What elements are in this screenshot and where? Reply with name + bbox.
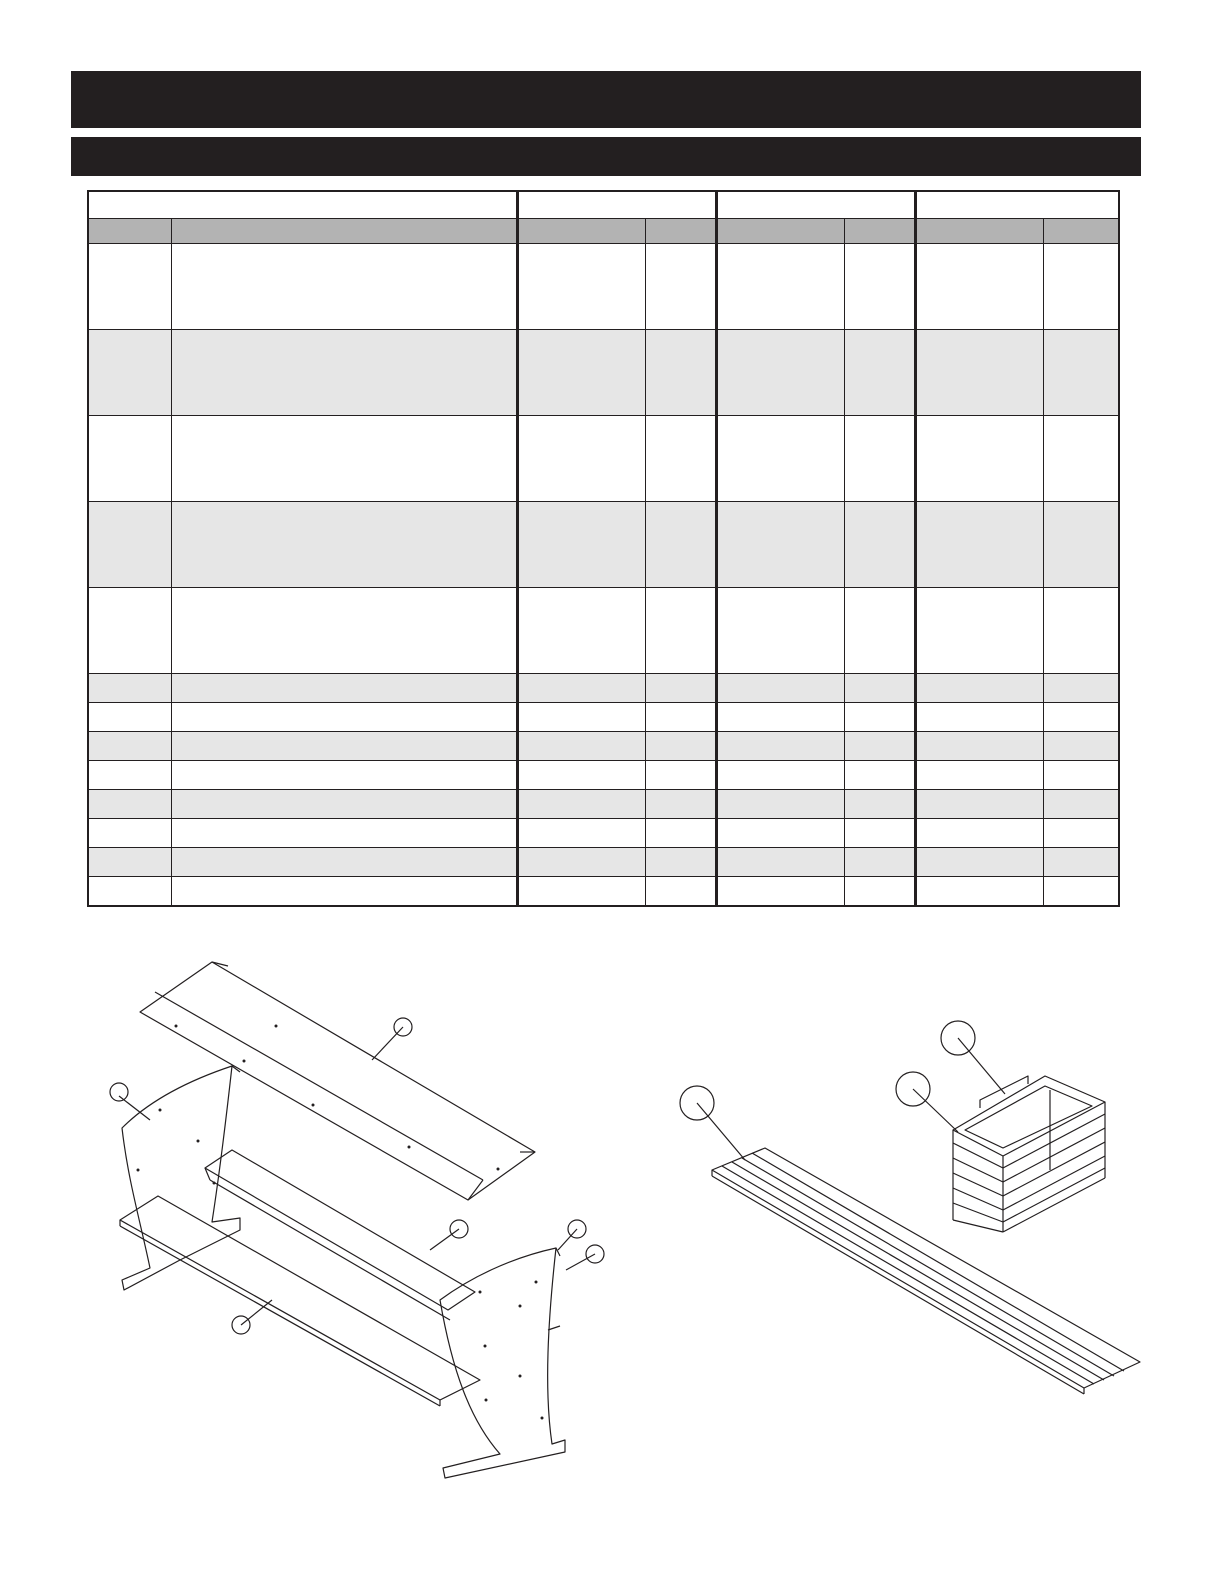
table-cell [88,877,171,907]
table-cell [1043,703,1119,732]
table-row [88,819,1119,848]
table-cell [171,502,517,588]
table-cell [844,848,915,877]
table-row [88,790,1119,819]
table-cell [1043,588,1119,674]
table-cell [88,588,171,674]
group-header-row [88,191,1119,219]
column-header [88,219,171,244]
table-row [88,502,1119,588]
table-cell [88,244,171,330]
column-header [645,219,716,244]
table-cell [517,790,645,819]
table-cell [88,703,171,732]
table-cell [844,502,915,588]
table-cell [716,703,844,732]
table-cell [915,848,1043,877]
table-cell [88,416,171,502]
table-cell [844,244,915,330]
table-cell [645,732,716,761]
table-cell [517,703,645,732]
table-cell [915,790,1043,819]
table-cell [844,588,915,674]
table-cell [517,244,645,330]
table-cell [844,819,915,848]
parts-table [87,190,1120,907]
group-header [915,191,1119,219]
table-cell [716,416,844,502]
table-cell [88,848,171,877]
table-cell [1043,502,1119,588]
table-row [88,848,1119,877]
column-header-row [88,219,1119,244]
table-cell [88,502,171,588]
table-cell [171,330,517,416]
table-cell [645,877,716,907]
table-cell [1043,790,1119,819]
table-cell [517,761,645,790]
table-cell [1043,330,1119,416]
callout-circle [110,1083,128,1101]
table-row [88,877,1119,907]
table-cell [716,588,844,674]
table-row [88,674,1119,703]
subtitle-band [71,137,1141,176]
table-cell [88,819,171,848]
column-header [915,219,1043,244]
table-cell [171,790,517,819]
table-cell [844,703,915,732]
table-cell [716,848,844,877]
table-cell [844,330,915,416]
table-cell [716,877,844,907]
table-cell [171,588,517,674]
table-cell [171,674,517,703]
group-header [88,191,517,219]
table-cell [1043,761,1119,790]
table-cell [645,790,716,819]
table-cell [915,732,1043,761]
column-header [844,219,915,244]
column-header [1043,219,1119,244]
slatted-rail [712,1148,1140,1394]
table-cell [645,761,716,790]
table-cell [171,761,517,790]
table-cell [517,848,645,877]
table-cell [645,703,716,732]
table-cell [88,761,171,790]
table-cell [645,588,716,674]
table-cell [171,244,517,330]
middle-shelf [205,1150,475,1320]
table-cell [645,330,716,416]
table-row [88,330,1119,416]
table-cell [1043,416,1119,502]
table-cell [645,819,716,848]
table-row [88,761,1119,790]
table-row [88,732,1119,761]
table-cell [1043,877,1119,907]
table-cell [1043,674,1119,703]
table-cell [844,761,915,790]
table-cell [915,244,1043,330]
rivet-dots [137,1025,544,1420]
table-cell [171,819,517,848]
table-cell [171,848,517,877]
table-cell [645,416,716,502]
table-cell [716,244,844,330]
table-cell [88,674,171,703]
table-cell [716,732,844,761]
table-cell [645,674,716,703]
table-row [88,244,1119,330]
title-band [71,71,1141,128]
group-header [517,191,716,219]
bottom-tray [120,1196,480,1406]
table-cell [915,819,1043,848]
table-cell [171,416,517,502]
table-cell [915,330,1043,416]
table-cell [716,761,844,790]
table-cell [88,790,171,819]
table-cell [915,877,1043,907]
table-cell [1043,244,1119,330]
table-cell [716,674,844,703]
table-cell [915,703,1043,732]
table-cell [915,416,1043,502]
table-cell [645,244,716,330]
table-cell [844,732,915,761]
table-cell [844,790,915,819]
table-cell [716,819,844,848]
table-cell [844,416,915,502]
table-cell [844,674,915,703]
table-cell [716,790,844,819]
table-row [88,703,1119,732]
table-cell [645,502,716,588]
table-cell [915,588,1043,674]
hopper-assembly [110,962,604,1478]
hopper-lid [140,962,535,1200]
table-cell [1043,732,1119,761]
table-cell [517,588,645,674]
table-cell [517,416,645,502]
slatted-bin [953,1076,1105,1232]
exploded-parts-diagram [0,940,1224,1500]
table-cell [517,877,645,907]
table-cell [171,877,517,907]
group-header [716,191,915,219]
table-cell [915,502,1043,588]
table-cell [915,761,1043,790]
table-row [88,416,1119,502]
table-cell [1043,848,1119,877]
table-cell [517,819,645,848]
column-header [517,219,645,244]
table-cell [645,848,716,877]
column-header [716,219,844,244]
table-cell [517,502,645,588]
table-row [88,588,1119,674]
table-cell [171,732,517,761]
table-cell [517,674,645,703]
table-cell [716,330,844,416]
table-cell [88,330,171,416]
table-cell [517,330,645,416]
table-cell [915,674,1043,703]
table-cell [88,732,171,761]
table-cell [716,502,844,588]
table-cell [1043,819,1119,848]
slatted-rail-and-bin [680,1021,1140,1394]
table-cell [517,732,645,761]
table-cell [171,703,517,732]
column-header [171,219,517,244]
table-cell [844,877,915,907]
